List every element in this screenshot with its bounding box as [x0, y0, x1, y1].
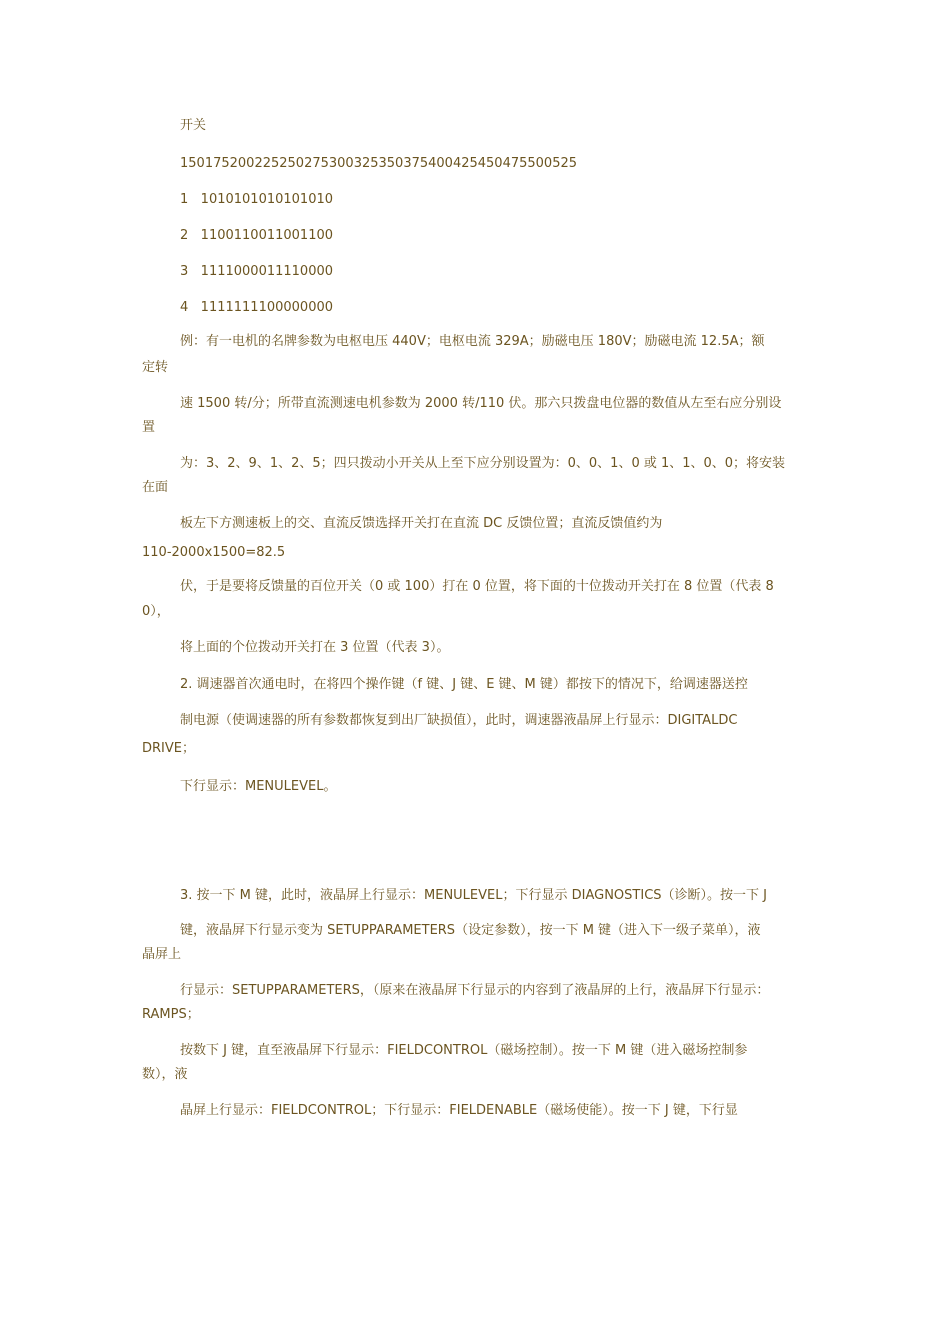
text-line: 开关: [180, 118, 207, 133]
text-line: 下行显示：MENULEVEL。: [180, 779, 337, 794]
text-line: 2 1100110011001100: [180, 228, 334, 243]
text-line: 数），液: [142, 1067, 188, 1082]
text-line: 为：3、2、9、1、2、5；四只拨动小开关从上至下应分别设置为：0、0、1、0 或 1、1、0、0；将安装: [180, 456, 786, 471]
text-line: 行显示：SETUPPARAMETERS，（原来在液晶屏下行显示的内容到了液晶屏的上行，液晶屏下行显示：: [180, 983, 770, 998]
text-line: 定转: [142, 360, 169, 375]
text-line: 晶屏上行显示：FIELDCONTROL；下行显示：FIELDENABLE（磁场使能）。按一下 J 键，下行显: [180, 1103, 738, 1118]
text-line: 将上面的个位拨动开关打在 3 位置（代表 3）。: [180, 640, 450, 655]
text-line: 0），: [142, 604, 170, 619]
text-line: 110-2000x1500=82.5: [142, 545, 286, 560]
text-line: 4 1111111100000000: [180, 300, 334, 315]
text-line: 伏，于是要将反馈量的百位开关（0 或 100）打在 0 位置，将下面的十位拨动开关打在 8 位置（代表 8: [180, 579, 774, 594]
text-line: 晶屏上: [142, 947, 182, 962]
text-line: 3. 按一下 M 键，此时，液晶屏上行显示：MENULEVEL；下行显示 DIAGNOSTICS（诊断）。按一下 J: [180, 888, 767, 903]
text-line: 键，液晶屏下行显示变为 SETUPPARAMETERS（设定参数），按一下 M 键（进入下一级子菜单），液: [180, 923, 761, 938]
text-line: 制电源（使调速器的所有参数都恢复到出厂缺损值），此时，调速器液晶屏上行显示：DIGITALDC: [180, 713, 738, 728]
text-line: 3 1111000011110000: [180, 264, 334, 279]
text-line: 2. 调速器首次通电时，在将四个操作键（f 键、J 键、E 键、M 键）都按下的情况下，给调速器送控: [180, 677, 748, 692]
text-line: 速 1500 转/分；所带直流测速电机参数为 2000 转/110 伏。那六只拨盘电位器的数值从左至右应分别设: [180, 396, 782, 411]
text-line: DRIVE；: [142, 741, 195, 756]
text-line: RAMPS；: [142, 1007, 200, 1022]
text-line: 按数下 J 键，直至液晶屏下行显示：FIELDCONTROL（磁场控制）。按一下 M 键（进入磁场控制参: [180, 1043, 748, 1058]
text-line: 150175200225250275300325350375400425450475500525: [180, 156, 578, 171]
text-line: 置: [142, 420, 156, 435]
text-line: 在面: [142, 480, 169, 495]
text-line: 板左下方测速板上的交、直流反馈选择开关打在直流 DC 反馈位置；直流反馈值约为: [180, 516, 663, 531]
text-line: 例：有一电机的名牌参数为电枢电压 440V；电枢电流 329A；励磁电压 180V；励磁电流 12.5A；额: [180, 334, 765, 349]
text-line: 1 1010101010101010: [180, 192, 334, 207]
